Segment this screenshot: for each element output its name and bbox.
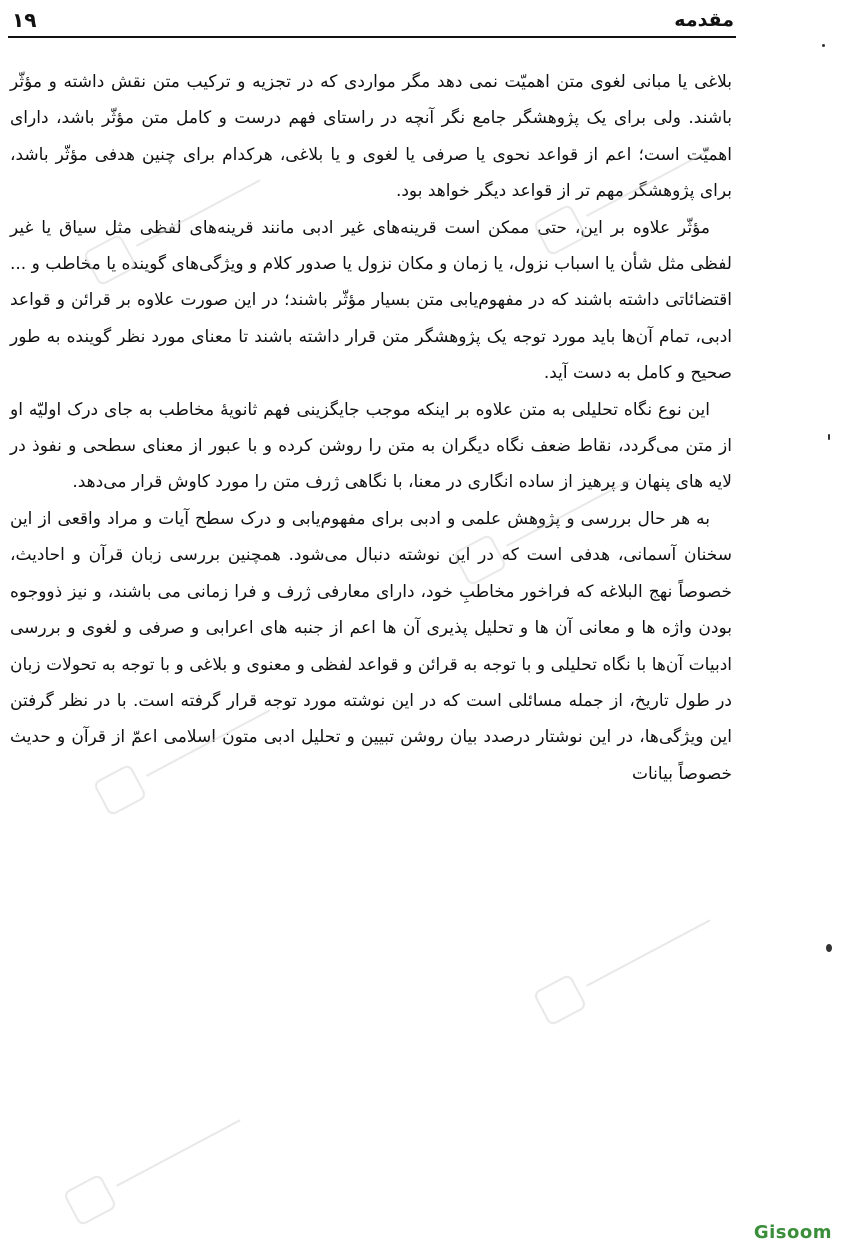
page-number: ۱۹ (12, 8, 37, 32)
margin-mark (826, 944, 832, 952)
margin-mark (828, 434, 830, 440)
body-text (10, 64, 732, 792)
paragraph: بلاغی یا مبانی لغوی متن اهمیّت نمی دهد مگر مواردی که در تجزیه و ترکیب متن نقش داشته و مؤثّر باشند. ولی برای یک پژوهشگر جامع نگر آنچه در راستای فهم درست و کامل متن مؤثّر باشد، دارای اهمیّت است؛ اعم از قواعد نحوی یا صرفی یا لغوی و یا بلاغی، هرکدام برای چنین هدفی مؤثّر باشد، برای پژوهشگر مهم تر از قواعد دیگر خواهد بود. (10, 72, 732, 202)
chapter-title: مقدمه (674, 9, 734, 31)
paragraph: مؤثّر علاوه بر این، حتی ممکن است قرینه‌های غیر ادبی مانند قرینه‌های لفظی مثل سیاق یا غیر لفظی مثل شأن یا اسباب نزول، یا زمان و مکان نزول یا صدور کلام و ویژگی‌های گوینده یا مخاطب و ... اقتضائاتی داشته باشند که در مفهوم‌یابی متن بسیار مؤثّر باشند؛ در این صورت علاوه بر قرائن و قواعد ادبی، تمام آن‌ها باید مورد توجه یک پژوهشگر متن قرار داشته باشند تا معنای مورد نظر گوینده به طور صحیح و کامل به دست آید. (10, 217, 732, 384)
page-header (8, 4, 736, 38)
watermark-logo: Gisoom (753, 1222, 832, 1243)
margin-mark (822, 44, 825, 47)
paragraph: این نوع نگاه تحلیلی به متن علاوه بر اینکه موجب جایگزینی فهم ثانویۀ مخاطب به جای درک اولیّه او از متن می‌گردد، نقاط ضعف نگاه دیگران به متن را روشن کرده و با عبور از معنای سطحی و نفوذ در لایه های پنهان و پرهیز از ساده انگاری در معنا، با نگاهی ژرف متن را مورد کاوش قرار می‌دهد. (10, 399, 732, 493)
paragraph: به هر حال بررسی و پژوهش علمی و ادبی برای مفهوم‌یابی و درک سطح آیات و مراد واقعی از این سخنان آسمانی، هدفی است که در این نوشته دنبال می‌شود. همچنین بررسی زبان قرآن و احادیث، خصوصاً نهج البلاغه که فراخور مخاطبِ خود، دارای معارفی ژرف و فرا زمانی می باشند، و نیز ذووجوه بودن واژه ها و معانی آن ها و تحلیل پذیری آن ها اعم از جنبه های اعرابی و صرفی و لغوی و بررسی ادبیات آن‌ها با نگاه تحلیلی و با توجه به قرائن و قواعد لفظی و معنوی و بلاغی و با توجه به تحولات زبان در طول تاریخ، از جمله مسائلی است که در این نوشته مورد توجه قرار گرفته است. با در نظر گرفتن این ویژگی‌ها، در این نوشتار درصدد بیان روشن تبیین و تحلیل ادبی متون اسلامی اعمّ از قرآن و حدیث خصوصاً بیانات (10, 508, 732, 784)
